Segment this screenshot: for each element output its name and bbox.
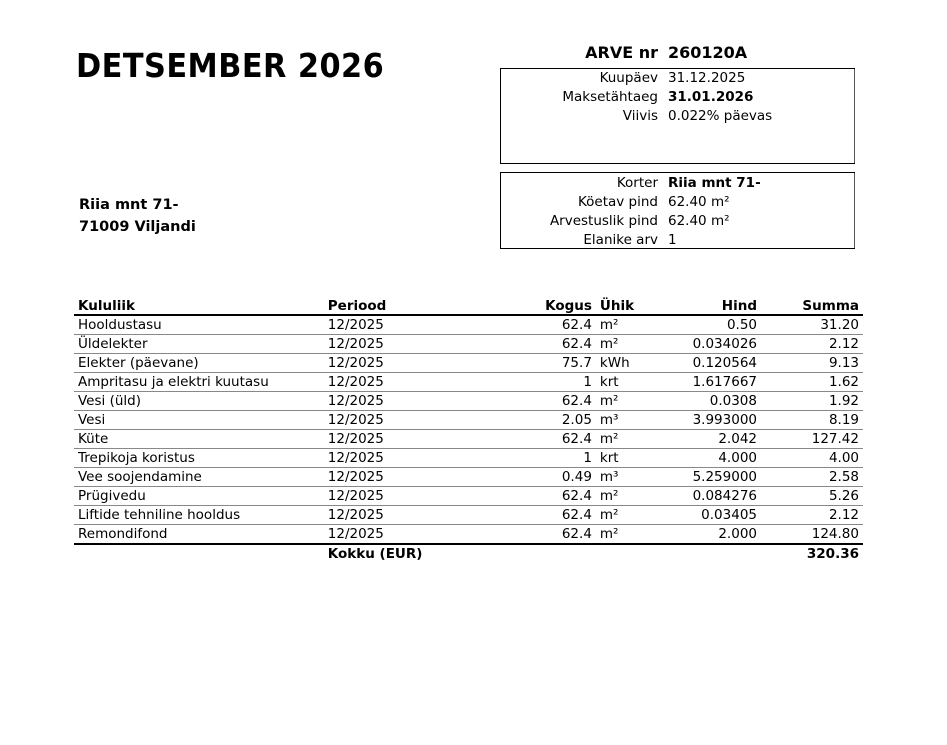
cell-qty: 2.05 [431,411,596,430]
cell-qty: 75.7 [431,354,596,373]
cell-period: 12/2025 [328,335,432,354]
cell-period: 12/2025 [328,525,432,545]
info-value: Riia mnt 71- [668,175,761,191]
cell-qty: 62.4 [431,392,596,411]
total-value: 320.36 [806,546,859,562]
address-line-2: 71009 Viljandi [79,219,196,235]
info-row [501,231,856,250]
address-line-1: Riia mnt 71- [79,197,179,213]
info-label: Korter [616,175,658,191]
cell-price: 2.042 [660,430,761,449]
cell-unit: m³ [596,468,660,487]
cell-qty: 1 [431,373,596,392]
invoice-number-label: ARVE nr [585,43,658,62]
cell-price: 5.259000 [660,468,761,487]
cell-unit: m² [596,487,660,506]
total-row [74,544,863,563]
info-row [501,174,856,193]
cell-name: Üldelekter [74,335,328,354]
cell-sum: 4.00 [761,449,863,468]
cell-sum: 2.12 [761,335,863,354]
cell-period: 12/2025 [328,315,432,335]
info-row [501,69,856,88]
cell-sum: 1.62 [761,373,863,392]
cell-name: Vesi [74,411,328,430]
cell-unit: m² [596,430,660,449]
info-value: 62.40 m² [668,194,730,210]
table-row [74,430,863,449]
invoice-number: 260120A [668,43,748,62]
info-row [501,193,856,212]
cell-price: 0.03405 [660,506,761,525]
cell-period: 12/2025 [328,411,432,430]
total-empty-cell [431,544,596,563]
cell-period: 12/2025 [328,373,432,392]
total-empty-cell [660,544,761,563]
table-row [74,354,863,373]
info-value: 1 [668,232,677,248]
table-row [74,449,863,468]
cell-unit: m³ [596,411,660,430]
cell-sum: 2.12 [761,506,863,525]
cell-period: 12/2025 [328,392,432,411]
cell-price: 0.120564 [660,354,761,373]
cell-period: 12/2025 [328,430,432,449]
cell-name: Elekter (päevane) [74,354,328,373]
cell-sum: 31.20 [761,315,863,335]
cell-name: Vee soojendamine [74,468,328,487]
table-row [74,468,863,487]
table-row [74,373,863,392]
cell-unit: krt [596,449,660,468]
cell-period: 12/2025 [328,354,432,373]
table-row [74,411,863,430]
cell-sum: 127.42 [761,430,863,449]
info-label: Arvestuslik pind [549,213,658,229]
cell-sum: 9.13 [761,354,863,373]
table-row [74,315,863,335]
cell-name: Vesi (üld) [74,392,328,411]
info-value: 62.40 m² [668,213,730,229]
cell-price: 2.000 [660,525,761,545]
page-title: DETSEMBER 2026 [76,46,385,85]
info-label: Maksetähtaeg [562,89,658,105]
cell-sum: 1.92 [761,392,863,411]
cell-sum: 8.19 [761,411,863,430]
cell-name: Hooldustasu [74,315,328,335]
cell-sum: 5.26 [761,487,863,506]
table-row [74,525,863,545]
cell-qty: 62.4 [431,335,596,354]
cell-price: 1.617667 [660,373,761,392]
header-period: Periood [328,297,432,315]
cell-period: 12/2025 [328,449,432,468]
cell-qty: 62.4 [431,525,596,545]
info-row [501,107,856,126]
cell-period: 12/2025 [328,506,432,525]
total-empty-cell [596,544,660,563]
cell-name: Trepikoja koristus [74,449,328,468]
cell-price: 0.0308 [660,392,761,411]
table-row [74,487,863,506]
cell-period: 12/2025 [328,487,432,506]
info-label: Viivis [622,108,658,124]
cell-name: Remondifond [74,525,328,545]
cell-period: 12/2025 [328,468,432,487]
cell-qty: 1 [431,449,596,468]
cell-price: 3.993000 [660,411,761,430]
cell-name: Prügivedu [74,487,328,506]
apartment-info-box [500,172,855,249]
cell-price: 0.50 [660,315,761,335]
total-label: Kokku (EUR) [327,546,423,562]
total-empty-cell [74,544,328,563]
info-row [501,212,856,231]
cell-qty: 62.4 [431,430,596,449]
header-unit: Ühik [596,297,660,315]
cell-unit: m² [596,392,660,411]
cell-unit: kWh [596,354,660,373]
cell-unit: m² [596,506,660,525]
cell-sum: 2.58 [761,468,863,487]
cell-unit: m² [596,525,660,545]
cell-name: Küte [74,430,328,449]
header-sum: Summa [761,297,863,315]
cell-price: 0.034026 [660,335,761,354]
header-name: Kululiik [74,297,328,315]
table-header-row [74,297,863,315]
charges-table [74,297,863,563]
cell-price: 4.000 [660,449,761,468]
info-label: Elanike arv [583,232,658,248]
table-row [74,506,863,525]
cell-qty: 62.4 [431,315,596,335]
header-qty: Kogus [431,297,596,315]
table-row [74,392,863,411]
info-value: 0.022% päevas [668,108,773,124]
header-price: Hind [660,297,761,315]
info-value: 31.12.2025 [668,70,746,86]
cell-price: 0.084276 [660,487,761,506]
info-row [501,88,856,107]
cell-qty: 62.4 [431,487,596,506]
cell-sum: 124.80 [761,525,863,545]
cell-qty: 62.4 [431,506,596,525]
info-value: 31.01.2026 [668,89,754,105]
cell-unit: m² [596,315,660,335]
info-label: Kuupäev [599,70,658,86]
cell-name: Ampritasu ja elektri kuutasu [74,373,328,392]
info-label: Köetav pind [577,194,658,210]
cell-unit: m² [596,335,660,354]
cell-name: Liftide tehniline hooldus [74,506,328,525]
cell-qty: 0.49 [431,468,596,487]
cell-unit: krt [596,373,660,392]
table-row [74,335,863,354]
invoice-info-box [500,68,855,164]
